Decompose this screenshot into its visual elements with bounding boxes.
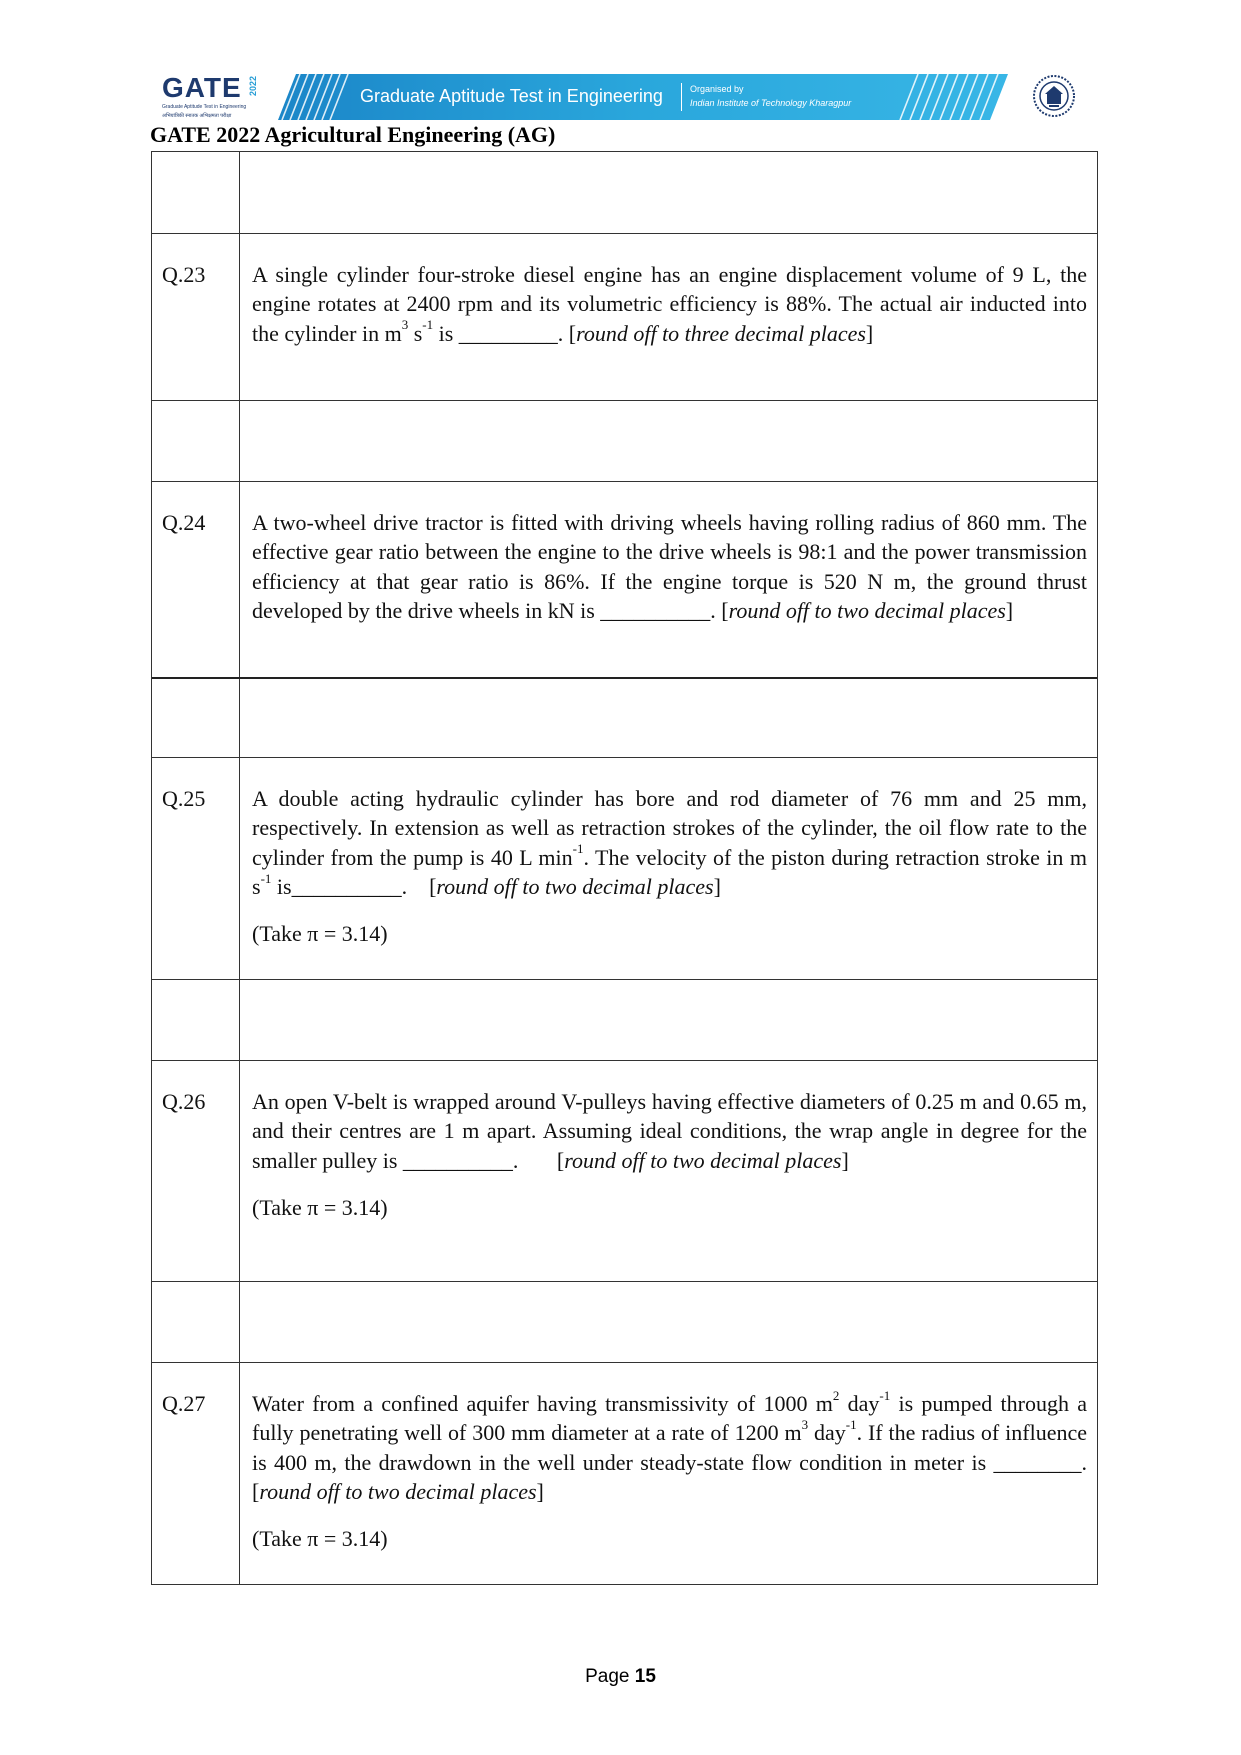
pi-note: (Take π = 3.14): [252, 1194, 388, 1220]
question-statement: An open V-belt is wrapped around V-pulleys having effective diameters of 0.25 m and 0.65 m, and their centres are 1 m apart. Assuming ideal conditions, the wrap angle in degree for the smaller pulley is __________. [round off to two decimal places]: [252, 1089, 1093, 1173]
page-footer: [0, 1666, 1241, 1688]
rounding-instruction: round off to three decimal places: [576, 320, 866, 346]
rounding-instruction: round off to two decimal places: [259, 1478, 537, 1504]
question-number: Q.26: [152, 1061, 240, 1281]
organised-by-label: Organised by: [690, 84, 744, 94]
spacer-row: [152, 152, 1097, 233]
header-banner: [278, 74, 1008, 120]
question-number: Q.25: [152, 758, 240, 979]
question-statement: A double acting hydraulic cylinder has bore and rod diameter of 76 mm and 25 mm, respectively. In extension as well as retraction strokes of the cylinder, the oil flow rate to the cylinder from the pump is 40 L $\min^{-1}$. The velocity of the piston during retraction stroke in m $s^{-1}$ is__________. [round off to two decimal places]: [252, 786, 1088, 899]
number-cell: [152, 1282, 240, 1362]
gate-logo-subtitle: Graduate Aptitude Test in Engineering: [162, 104, 247, 110]
number-cell: [152, 401, 240, 481]
page-number: 15: [634, 1666, 656, 1687]
pi-note: (Take π = 3.14): [252, 1526, 388, 1552]
page-label: Page: [585, 1666, 630, 1687]
question-text: [240, 758, 1097, 979]
question-number: Q.24: [152, 482, 240, 677]
question-row-23: [152, 233, 1097, 400]
body-cell: [240, 679, 1097, 757]
page-header: [150, 72, 1080, 122]
question-statement: Water from a confined aquifer having transmissivity of 1000 $m^2$ day$^{-1}$ is pumped through a fully penetrating well of 300 mm diameter at a rate of 1200 $m^3$ day$^{-1}$. If the radius of influence is 400 m, the drawdown in the well under steady-state flow condition in meter is ________. [round off to two decimal places]: [252, 1387, 1087, 1504]
rounding-instruction: round off to two decimal places: [436, 873, 714, 899]
body-cell: [240, 401, 1097, 481]
rounding-instruction: round off to two decimal places: [564, 1147, 842, 1173]
iit-kharagpur-emblem-icon: [1032, 74, 1076, 118]
question-row-26: [152, 1060, 1097, 1281]
document-title: GATE 2022 Agricultural Engineering (AG): [150, 122, 556, 147]
banner-divider: [681, 83, 682, 111]
gate-logo-year: 2022: [248, 76, 258, 97]
spacer-row: [152, 1281, 1097, 1362]
question-row-25: [152, 757, 1097, 979]
question-number: Q.23: [152, 234, 240, 400]
question-row-24: [152, 481, 1097, 677]
question-text: [240, 1061, 1097, 1281]
spacer-row: [152, 400, 1097, 481]
question-text: [240, 1363, 1097, 1584]
body-cell: [240, 980, 1097, 1060]
banner-title: Graduate Aptitude Test in Engineering: [360, 86, 663, 106]
spacer-row: [152, 677, 1097, 757]
gate-logo-word: GATE: [162, 72, 242, 103]
gate-logo-hindi: अभियांत्रिकी स्नातक अभिक्षमता परीक्षा: [162, 113, 232, 119]
number-cell: [152, 980, 240, 1060]
question-number: Q.27: [152, 1363, 240, 1584]
question-text: A two-wheel drive tractor is fitted with driving wheels having rolling radius of 860 mm. The effective gear ratio between the engine to the drive wheels is 98:1 and the power transmission efficiency at that gear ratio is 86%. If the engine torque is 520 N m, the ground thrust developed by the drive wheels in kN is __________. [round off to two decimal places]: [252, 510, 1087, 623]
number-cell: [152, 152, 240, 233]
questions-table: [151, 151, 1098, 1585]
organiser-name: Indian Institute of Technology Kharagpur: [690, 98, 852, 108]
pi-note: (Take π = 3.14): [252, 921, 388, 947]
spacer-row: [152, 979, 1097, 1060]
question-text: A single cylinder four-stroke diesel engine has an engine displacement volume of 9 L, the engine rotates at 2400 rpm and its volumetric efficiency is 88%. The actual air inducted into the cylinder in $m^3$ $s^{-1}$ is _________. [round off to three decimal places]: [252, 262, 1087, 346]
gate-logo: [162, 72, 257, 122]
body-cell: [240, 152, 1097, 233]
number-cell: [152, 679, 240, 757]
rounding-instruction: round off to two decimal places: [728, 597, 1006, 623]
body-cell: [240, 1282, 1097, 1362]
question-row-27: [152, 1362, 1097, 1584]
